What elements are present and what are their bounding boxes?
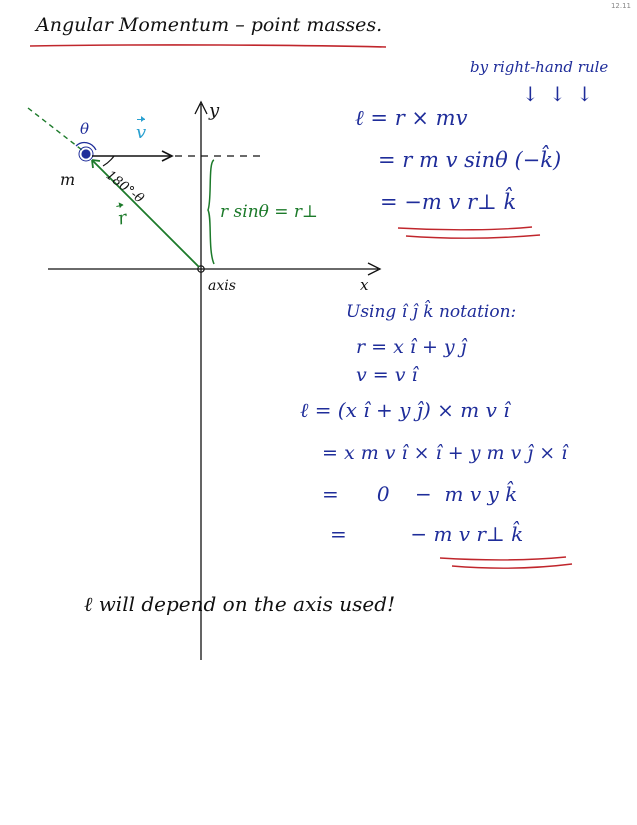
right-hand-rule-note: by right-hand rule <box>470 58 609 76</box>
r-vector-label: r <box>115 207 129 230</box>
ijk-line-1: r = x î + y ĵ <box>356 336 467 358</box>
r-extension-dashed <box>28 108 82 150</box>
ijk-line-6: = − m v r⊥ k̂ <box>330 522 524 546</box>
final-underline-2 <box>452 564 572 568</box>
result-underline-1 <box>398 227 532 230</box>
final-underline-1 <box>440 557 566 560</box>
mass-point <box>81 149 90 158</box>
theta-arc <box>76 143 96 150</box>
ijk-line-4: = x m v î × î + y m v ĵ × î <box>322 442 568 464</box>
cross-product-line-1: ℓ = r × mv <box>355 106 468 130</box>
ijk-line-3: ℓ = (x î + y ĵ) × m v î <box>300 398 510 422</box>
supplement-angle-arc <box>103 156 114 166</box>
ijk-line-2: v = v î <box>356 364 418 386</box>
y-axis-label: y <box>209 100 220 121</box>
page-title: Angular Momentum – point masses. <box>36 14 383 36</box>
v-vector-label: v <box>136 122 147 143</box>
result-underline-2 <box>406 235 540 238</box>
page-number-mark: 12.11 <box>610 2 631 10</box>
perpendicular-brace <box>208 160 214 264</box>
perpendicular-distance-label: r sinθ = r⊥ <box>220 202 319 222</box>
conclusion-text: ℓ will depend on the axis used! <box>84 592 396 616</box>
right-hand-rule-arrows: ↓ ↓ ↓ <box>522 82 595 106</box>
cross-product-line-2: = r m v sinθ (−k̂) <box>378 148 562 172</box>
x-axis-label: x <box>360 276 369 294</box>
cross-product-line-3: = −m v r⊥ k̂ <box>380 190 517 214</box>
axis-label: axis <box>208 278 236 294</box>
ijk-line-5: = 0 − m v y k̂ <box>322 482 518 506</box>
theta-label: θ <box>80 120 90 138</box>
ijk-heading: Using î ĵ k̂ notation: <box>346 302 517 322</box>
supplement-angle-label: 180°-θ <box>102 168 147 207</box>
mass-label: m <box>60 170 76 189</box>
title-underline <box>30 45 386 47</box>
